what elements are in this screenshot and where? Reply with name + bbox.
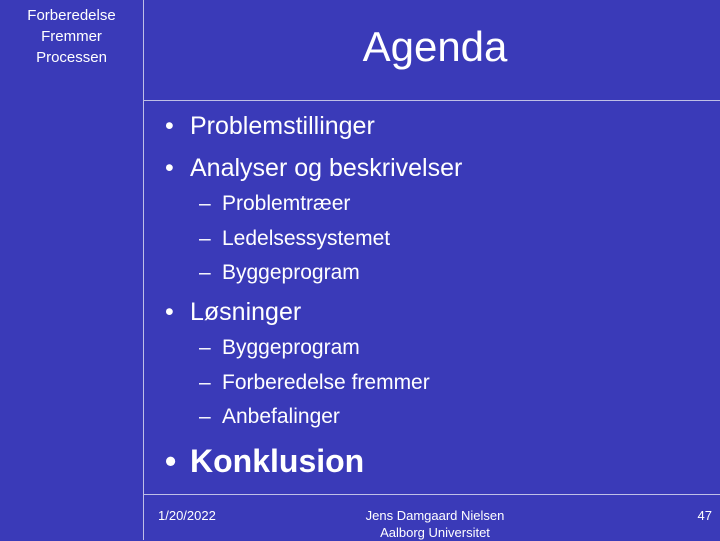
sub-item xyxy=(199,191,350,217)
sub-item xyxy=(199,226,390,252)
bullet-glyph: • xyxy=(165,443,177,479)
footer-page-number: 47 xyxy=(697,508,712,523)
bullet-item-1 xyxy=(165,111,375,141)
bullet-item-3 xyxy=(165,297,301,327)
footer-divider xyxy=(143,494,720,495)
sub-item-text: Problemtræer xyxy=(222,192,351,215)
bullet-glyph: • xyxy=(165,298,174,326)
sub-item-text: Forberedelse fremmer xyxy=(222,371,430,394)
dash-glyph: – xyxy=(199,261,211,284)
sidebar xyxy=(0,0,144,540)
dash-glyph: – xyxy=(199,227,211,250)
footer-author-name: Jens Damgaard Nielsen xyxy=(365,508,505,523)
sub-item xyxy=(199,404,340,430)
bullet-glyph: • xyxy=(165,154,174,182)
title-divider xyxy=(143,100,720,101)
bullet-item-2 xyxy=(165,153,462,183)
dash-glyph: – xyxy=(199,192,211,215)
sub-item xyxy=(199,370,430,396)
bullet-glyph: • xyxy=(165,112,174,140)
footer-author-affiliation: Aalborg Universitet xyxy=(380,525,490,540)
sidebar-title-line-2: Fremmer xyxy=(41,28,102,45)
sidebar-title xyxy=(0,5,143,68)
dash-glyph: – xyxy=(199,336,211,359)
bullet-text: Løsninger xyxy=(190,298,302,326)
sub-item xyxy=(199,260,360,286)
bullet-text: Konklusion xyxy=(190,443,365,479)
dash-glyph: – xyxy=(199,405,211,428)
sidebar-title-line-3: Processen xyxy=(36,49,107,66)
bullet-item-4 xyxy=(165,442,364,480)
sub-item-text: Ledelsessystemet xyxy=(222,227,391,250)
footer-date: 1/20/2022 xyxy=(158,508,216,523)
bullet-text: Analyser og beskrivelser xyxy=(190,154,463,182)
slide-title: Agenda xyxy=(362,23,508,70)
sidebar-title-line-1: Forberedelse xyxy=(27,7,116,24)
dash-glyph: – xyxy=(199,371,211,394)
sub-item-text: Byggeprogram xyxy=(222,261,360,284)
sub-item xyxy=(199,335,360,361)
sub-item-text: Anbefalinger xyxy=(222,405,340,428)
bullet-text: Problemstillinger xyxy=(190,112,375,140)
sub-item-text: Byggeprogram xyxy=(222,336,360,359)
footer-author xyxy=(330,507,540,541)
